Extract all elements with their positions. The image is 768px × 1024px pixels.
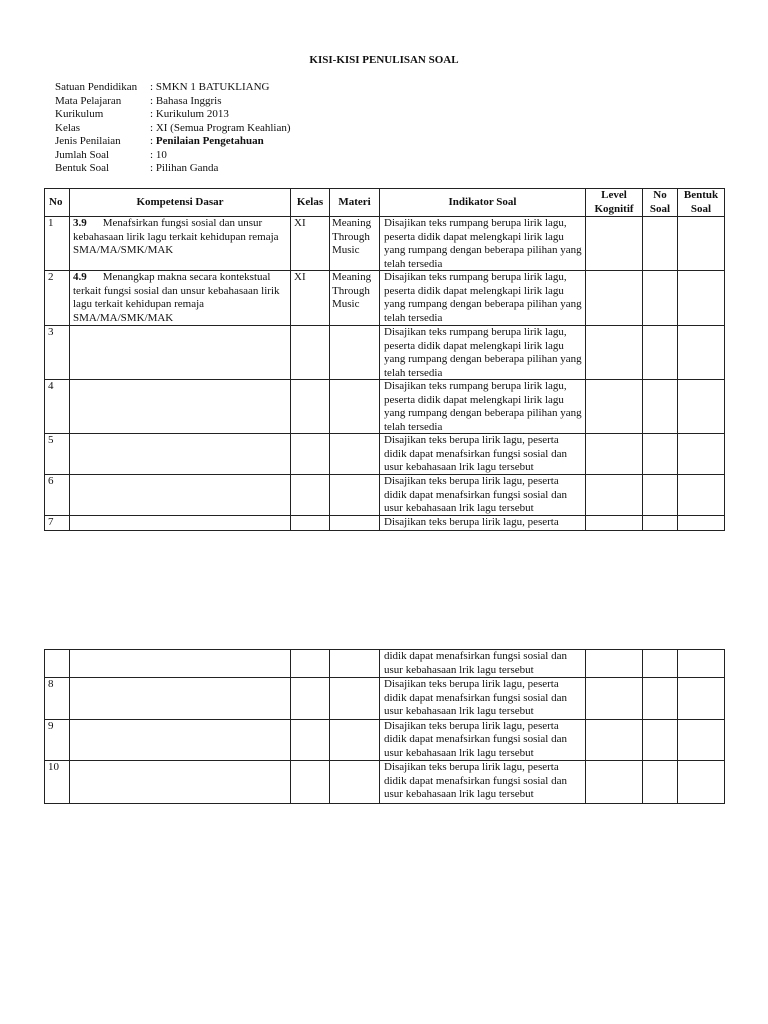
table-row — [45, 719, 725, 761]
cell-materi: Meaning Through Music — [330, 217, 380, 271]
meta-value: Pilihan Ganda — [155, 162, 219, 174]
cell-kompetensi-dasar — [70, 434, 291, 475]
cell-materi — [330, 761, 380, 804]
cell-materi — [330, 678, 380, 720]
cell-indikator-soal: didik dapat menafsirkan fungsi sosial dan usur kebahasaan lrik lagu tersebut — [380, 650, 586, 678]
cell-bentuk-soal — [678, 516, 725, 531]
indikator-text: Disajikan teks rumpang berupa lirik lagu, peserta didik dapat melengkapi lirik lagu yang rumpang dengan beberapa pilihan yang telah tersedia — [384, 326, 582, 379]
cell-level-kognitif — [586, 761, 643, 804]
meta-value-wrap: : SMKN 1 BATUKLIANG — [150, 81, 270, 93]
meta-value: SMKN 1 BATUKLIANG — [155, 81, 270, 93]
header-materi: Materi — [330, 189, 380, 217]
cell-kompetensi-dasar — [70, 650, 291, 678]
table-header-row — [45, 189, 725, 217]
cell-level-kognitif — [586, 719, 643, 761]
cell-no — [45, 650, 70, 678]
cell-level-kognitif — [586, 326, 643, 380]
table-row — [45, 326, 725, 380]
meta-value: 10 — [155, 148, 167, 161]
cell-no-soal — [643, 516, 678, 531]
cell-kelas — [291, 380, 330, 434]
cell-indikator-soal — [380, 516, 586, 531]
meta-value: Kurikulum 2013 — [155, 108, 229, 120]
table-row — [45, 475, 725, 516]
header-kelas: Kelas — [291, 189, 330, 217]
meta-value-wrap: : XI (Semua Program Keahlian) — [150, 121, 291, 134]
cell-kompetensi-dasar — [70, 380, 291, 434]
cell-indikator-soal — [380, 326, 586, 380]
indikator-text: Disajikan teks berupa lirik lagu, peserta — [384, 516, 559, 528]
header-no: No — [45, 189, 70, 217]
meta-label: Jumlah Soal — [55, 148, 110, 161]
meta-value-wrap: : Kurikulum 2013 — [150, 108, 229, 120]
meta-value-wrap: : Bahasa Inggris — [150, 94, 222, 107]
header-no-soal: No Soal — [643, 189, 678, 217]
indikator-text: Disajikan teks rumpang berupa lirik lagu, peserta didik dapat melengkapi lirik lagu yang rumpang dengan beberapa pilihan yang telah tersedia — [384, 380, 582, 433]
meta-value-wrap: : Penilaian Pengetahuan — [150, 135, 264, 147]
cell-bentuk-soal — [678, 650, 725, 678]
cell-level-kognitif — [586, 475, 643, 516]
cell-no-soal — [643, 326, 678, 380]
meta-label: Bentuk Soal — [55, 162, 110, 174]
cell-bentuk-soal — [678, 678, 725, 720]
cell-level-kognitif — [586, 516, 643, 531]
cell-bentuk-soal — [678, 719, 725, 761]
table-row — [45, 650, 725, 678]
cell-materi — [330, 650, 380, 678]
meta-label: Jenis Penilaian — [55, 135, 121, 147]
meta-label: Mata Pelajaran — [55, 94, 122, 107]
cell-materi — [330, 434, 380, 475]
cell-no-soal — [643, 719, 678, 761]
cell-materi — [330, 719, 380, 761]
kisi-kisi-table-continued — [44, 649, 725, 804]
cell-materi — [330, 326, 380, 380]
cell-materi — [330, 380, 380, 434]
cell-level-kognitif — [586, 380, 643, 434]
cell-materi: Meaning Through Music — [330, 271, 380, 326]
header-kompetensi-dasar: Kompetensi Dasar — [70, 189, 291, 217]
cell-level-kognitif — [586, 217, 643, 271]
cell-no: 3 — [45, 326, 70, 380]
cell-no: 8 — [45, 678, 70, 720]
cell-kelas — [291, 516, 330, 531]
cell-indikator-soal — [380, 475, 586, 516]
indikator-text: Disajikan teks rumpang berupa lirik lagu, peserta didik dapat melengkapi lirik lagu yang rumpang dengan beberapa pilihan yang telah tersedia — [384, 271, 582, 324]
cell-no-soal — [643, 475, 678, 516]
cell-no: 4 — [45, 380, 70, 434]
cell-level-kognitif — [586, 678, 643, 720]
cell-no-soal — [643, 650, 678, 678]
kd-text: Menangkap makna secara kontekstual terkait fungsi sosial dan unsur kebahasaan lirik lagu terkait kehidupan remaja SMA/MA/SMK/MAK — [73, 271, 280, 324]
cell-kelas — [291, 678, 330, 720]
cell-bentuk-soal — [678, 475, 725, 516]
cell-kompetensi-dasar — [70, 761, 291, 804]
cell-no: 1 — [45, 217, 70, 271]
cell-level-kognitif — [586, 434, 643, 475]
cell-indikator-soal — [380, 217, 586, 271]
cell-kelas — [291, 650, 330, 678]
cell-kelas — [291, 326, 330, 380]
cell-indikator-soal: Disajikan teks berupa lirik lagu, peserta didik dapat menafsirkan fungsi sosial dan usur kebahasaan lrik lagu tersebut — [380, 678, 586, 720]
cell-bentuk-soal — [678, 380, 725, 434]
cell-indikator-soal — [380, 271, 586, 326]
cell-no-soal — [643, 217, 678, 271]
cell-no-soal — [643, 434, 678, 475]
cell-bentuk-soal — [678, 761, 725, 804]
kd-text: Menafsirkan fungsi sosial dan unsur kebahasaan lirik lagu terkait kehidupan remaja SMA/MA/SMK/MAK — [73, 217, 279, 256]
cell-indikator-soal: Disajikan teks berupa lirik lagu, peserta didik dapat menafsirkan fungsi sosial dan usur kebahasaan lrik lagu tersebut — [380, 761, 586, 804]
cell-level-kognitif — [586, 650, 643, 678]
meta-value-wrap: : 10 — [150, 148, 167, 161]
kisi-kisi-table — [44, 188, 725, 531]
cell-bentuk-soal — [678, 434, 725, 475]
cell-kelas — [291, 434, 330, 475]
meta-value-wrap: : Pilihan Ganda — [150, 162, 219, 174]
header-indikator-soal: Indikator Soal — [380, 189, 586, 217]
cell-no-soal — [643, 271, 678, 326]
indikator-text: Disajikan teks berupa lirik lagu, peserta didik dapat menafsirkan fungsi sosial dan usur kebahasaan lrik lagu tersebut — [384, 434, 567, 473]
table-row — [45, 761, 725, 804]
cell-indikator-soal: Disajikan teks berupa lirik lagu, peserta didik dapat menafsirkan fungsi sosial dan usur kebahasaan lrik lagu tersebut — [380, 719, 586, 761]
cell-indikator-soal — [380, 380, 586, 434]
kd-code: 3.9 — [73, 217, 87, 229]
meta-value: Bahasa Inggris — [155, 94, 222, 107]
table-row — [45, 434, 725, 475]
cell-indikator-soal — [380, 434, 586, 475]
cell-kompetensi-dasar — [70, 475, 291, 516]
cell-kompetensi-dasar — [70, 719, 291, 761]
cell-no-soal — [643, 380, 678, 434]
cell-no-soal — [643, 678, 678, 720]
header-bentuk-soal: Bentuk Soal — [678, 189, 725, 217]
cell-no: 10 — [45, 761, 70, 804]
cell-level-kognitif — [586, 271, 643, 326]
cell-no: 9 — [45, 719, 70, 761]
meta-label: Kurikulum — [55, 108, 104, 120]
meta-label: Satuan Pendidikan — [55, 81, 138, 93]
header-level-kognitif: Level Kognitif — [586, 189, 643, 217]
indikator-text: Disajikan teks rumpang berupa lirik lagu, peserta didik dapat melengkapi lirik lagu yang rumpang dengan beberapa pilihan yang telah tersedia — [384, 217, 582, 270]
cell-kompetensi-dasar — [70, 516, 291, 531]
cell-no: 2 — [45, 271, 70, 326]
cell-materi — [330, 475, 380, 516]
cell-kelas — [291, 719, 330, 761]
meta-value: XI (Semua Program Keahlian) — [155, 121, 291, 134]
cell-kompetensi-dasar — [70, 326, 291, 380]
cell-kelas: XI — [291, 217, 330, 271]
cell-no: 6 — [45, 475, 70, 516]
document-title: KISI-KISI PENULISAN SOAL — [309, 54, 459, 66]
cell-bentuk-soal — [678, 217, 725, 271]
cell-kompetensi-dasar — [70, 678, 291, 720]
cell-kompetensi-dasar — [70, 217, 291, 271]
cell-materi — [330, 516, 380, 531]
cell-bentuk-soal — [678, 271, 725, 326]
cell-kompetensi-dasar — [70, 271, 291, 326]
table-row — [45, 380, 725, 434]
table-row — [45, 217, 725, 271]
cell-kelas — [291, 475, 330, 516]
indikator-text: Disajikan teks berupa lirik lagu, peserta didik dapat menafsirkan fungsi sosial dan usur kebahasaan lrik lagu tersebut — [384, 475, 567, 514]
table-row — [45, 678, 725, 720]
cell-no: 5 — [45, 434, 70, 475]
cell-kelas — [291, 761, 330, 804]
kd-code: 4.9 — [73, 271, 87, 283]
table-row — [45, 516, 725, 531]
cell-kelas: XI — [291, 271, 330, 326]
meta-label: Kelas — [55, 121, 81, 134]
meta-value: Penilaian Pengetahuan — [155, 135, 264, 147]
cell-bentuk-soal — [678, 326, 725, 380]
cell-no-soal — [643, 761, 678, 804]
table-row — [45, 271, 725, 326]
cell-no: 7 — [45, 516, 70, 531]
